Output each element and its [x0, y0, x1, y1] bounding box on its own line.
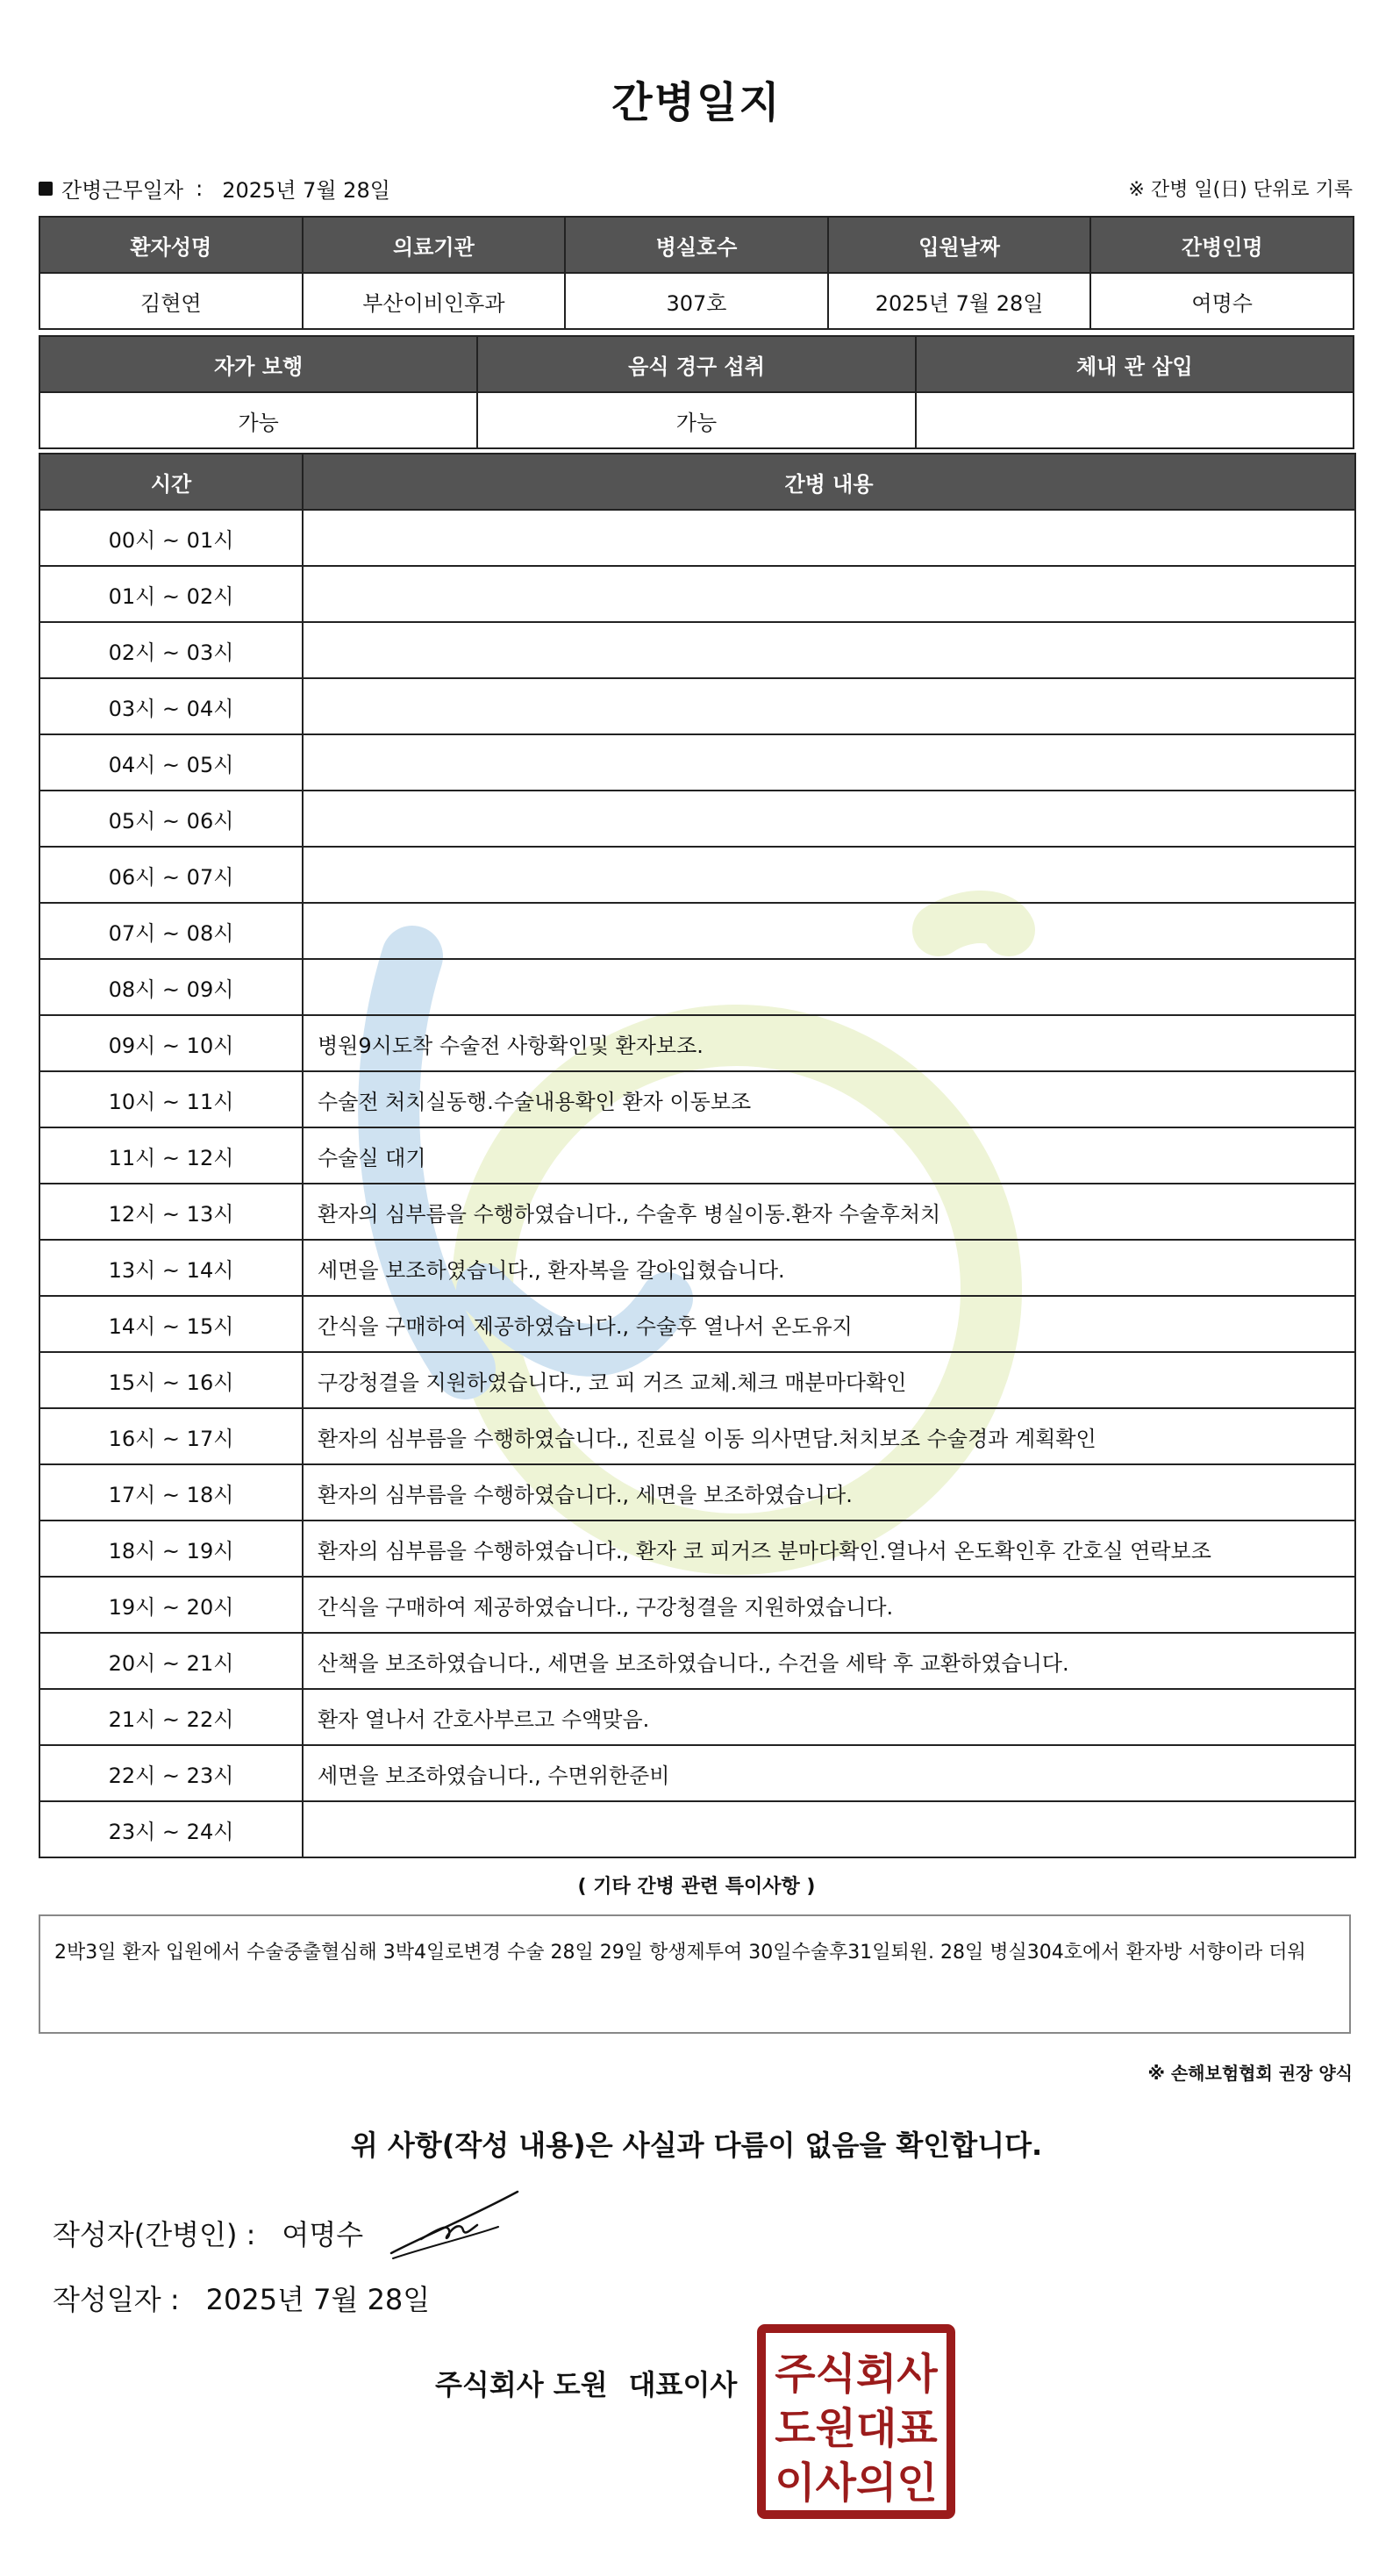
table-row — [39, 1184, 1355, 1240]
time-cell: 17시 ~ 18시 — [39, 1464, 303, 1521]
content-cell: 구강청결을 지원하였습니다., 코 피 거즈 교체.체크 매분마다확인 — [303, 1352, 1355, 1408]
special-notes-box: 2박3일 환자 입원에서 수술중출혈심해 3박4일로변경 수술 28일 29일 항생제투여 30일수술후31일퇴원. 28일 병실304호에서 환자방 서향이라 더워 — [39, 1914, 1351, 2034]
recommend-note: ※ 손해보험협회 권장 양식 — [1147, 2063, 1353, 2084]
content-cell: 환자의 심부름을 수행하였습니다., 환자 코 피거즈 분마다확인.열나서 온도확인후 간호실 연락보조 — [303, 1521, 1355, 1577]
room-number: 307호 — [565, 273, 828, 329]
table-row — [39, 734, 1355, 791]
table-row — [39, 1408, 1355, 1464]
content-cell — [303, 566, 1355, 622]
time-cell: 10시 ~ 11시 — [39, 1071, 303, 1127]
header-oral-intake: 음식 경구 섭취 — [477, 336, 915, 392]
time-cell: 21시 ~ 22시 — [39, 1689, 303, 1745]
content-cell: 간식을 구매하여 제공하였습니다., 구강청결을 지원하였습니다. — [303, 1577, 1355, 1633]
table-row — [39, 1464, 1355, 1521]
content-cell: 수술실 대기 — [303, 1127, 1355, 1184]
care-log-table — [39, 453, 1356, 1858]
walking-value: 가능 — [39, 392, 477, 448]
header-care-content: 간병 내용 — [303, 454, 1355, 510]
header-tube: 체내 관 삽입 — [916, 336, 1354, 392]
page-title: 간병일지 — [611, 78, 782, 127]
time-cell: 19시 ~ 20시 — [39, 1577, 303, 1633]
content-cell — [303, 510, 1355, 566]
time-cell: 16시 ~ 17시 — [39, 1408, 303, 1464]
bullet-square-icon — [39, 182, 53, 196]
hospital-name: 부산이비인후과 — [303, 273, 566, 329]
time-cell: 01시 ~ 02시 — [39, 566, 303, 622]
content-cell: 병원9시도착 수술전 사항확인및 환자보조. — [303, 1015, 1355, 1071]
write-date-value: 2025년 7월 28일 — [205, 2283, 431, 2316]
seal-line-1: 주식회사 — [775, 2350, 938, 2399]
tube-value — [916, 392, 1354, 448]
table-row — [39, 1071, 1355, 1127]
caregiver-name: 여명수 — [1090, 273, 1354, 329]
oral-intake-value: 가능 — [477, 392, 915, 448]
company-line — [435, 2363, 737, 2403]
time-cell: 18시 ~ 19시 — [39, 1521, 303, 1577]
header-time: 시간 — [39, 454, 303, 510]
patient-info-table — [39, 216, 1354, 330]
company-role: 대표이사 — [628, 2368, 738, 2401]
table-row — [39, 847, 1355, 903]
time-cell: 23시 ~ 24시 — [39, 1801, 303, 1857]
table-row — [39, 1745, 1355, 1801]
confirmation-statement: 위 사항(작성 내용)은 사실과 다름이 없음을 확인합니다. — [350, 2129, 1043, 2162]
time-cell: 20시 ~ 21시 — [39, 1633, 303, 1689]
unit-note: ※ 간병 일(日) 단위로 기록 — [1128, 179, 1353, 201]
content-cell — [303, 903, 1355, 959]
content-cell: 세면을 보조하였습니다., 수면위한준비 — [303, 1745, 1355, 1801]
time-cell: 05시 ~ 06시 — [39, 791, 303, 847]
table-row — [39, 1296, 1355, 1352]
seal-icon — [756, 2323, 956, 2520]
content-cell: 간식을 구매하여 제공하였습니다., 수술후 열나서 온도유지 — [303, 1296, 1355, 1352]
table-row — [39, 1015, 1355, 1071]
header-patient-name: 환자성명 — [39, 217, 303, 273]
table-row — [39, 678, 1355, 734]
table-row — [39, 566, 1355, 622]
header-room: 병실호수 — [565, 217, 828, 273]
table-row — [39, 1240, 1355, 1296]
seal-line-3: 이사의인 — [775, 2458, 938, 2508]
table-row — [39, 1352, 1355, 1408]
work-date-value: 2025년 7월 28일 — [222, 178, 390, 203]
content-cell: 세면을 보조하였습니다., 환자복을 갈아입혔습니다. — [303, 1240, 1355, 1296]
writer-name: 여명수 — [282, 2218, 364, 2251]
table-row — [39, 1801, 1355, 1857]
content-cell — [303, 847, 1355, 903]
content-cell: 환자의 심부름을 수행하였습니다., 수술후 병실이동.환자 수술후처치 — [303, 1184, 1355, 1240]
time-cell: 11시 ~ 12시 — [39, 1127, 303, 1184]
work-date-label: 간병근무일자 — [61, 178, 184, 203]
content-cell: 산책을 보조하였습니다., 세면을 보조하였습니다., 수건을 세탁 후 교환하였습니다. — [303, 1633, 1355, 1689]
time-cell: 15시 ~ 16시 — [39, 1352, 303, 1408]
time-cell: 00시 ~ 01시 — [39, 510, 303, 566]
admission-date: 2025년 7월 28일 — [828, 273, 1091, 329]
content-cell: 환자 열나서 간호사부르고 수액맞음. — [303, 1689, 1355, 1745]
time-cell: 06시 ~ 07시 — [39, 847, 303, 903]
time-cell: 13시 ~ 14시 — [39, 1240, 303, 1296]
content-cell — [303, 622, 1355, 678]
content-cell: 수술전 처치실동행.수술내용확인 환자 이동보조 — [303, 1071, 1355, 1127]
work-date-separator: : — [196, 175, 204, 201]
header-admission-date: 입원날짜 — [828, 217, 1091, 273]
header-hospital: 의료기관 — [303, 217, 566, 273]
content-cell: 환자의 심부름을 수행하였습니다., 진료실 이동 의사면담.처치보조 수술경과 계획확인 — [303, 1408, 1355, 1464]
company-name: 주식회사 도원 — [435, 2368, 608, 2401]
table-row — [39, 510, 1355, 566]
time-cell: 07시 ~ 08시 — [39, 903, 303, 959]
table-row — [39, 1127, 1355, 1184]
time-cell: 03시 ~ 04시 — [39, 678, 303, 734]
table-row — [39, 1521, 1355, 1577]
content-cell — [303, 1801, 1355, 1857]
table-row — [39, 1633, 1355, 1689]
time-cell: 12시 ~ 13시 — [39, 1184, 303, 1240]
table-row — [39, 622, 1355, 678]
table-row — [39, 1577, 1355, 1633]
signature-icon — [386, 2185, 526, 2264]
write-date-line — [53, 2278, 430, 2318]
table-row — [39, 791, 1355, 847]
header-caregiver: 간병인명 — [1090, 217, 1354, 273]
time-cell: 02시 ~ 03시 — [39, 622, 303, 678]
table-row — [39, 1689, 1355, 1745]
content-cell: 환자의 심부름을 수행하였습니다., 세면을 보조하였습니다. — [303, 1464, 1355, 1521]
time-cell: 04시 ~ 05시 — [39, 734, 303, 791]
seal-line-2: 도원대표 — [775, 2404, 938, 2453]
table-row — [39, 959, 1355, 1015]
table-row — [39, 903, 1355, 959]
content-cell — [303, 734, 1355, 791]
work-date — [39, 173, 390, 204]
patient-name: 김현연 — [39, 273, 303, 329]
time-cell: 14시 ~ 15시 — [39, 1296, 303, 1352]
time-cell: 08시 ~ 09시 — [39, 959, 303, 1015]
patient-status-table — [39, 335, 1354, 449]
time-cell: 09시 ~ 10시 — [39, 1015, 303, 1071]
writer-label: 작성자(간병인) : — [53, 2218, 256, 2251]
content-cell — [303, 678, 1355, 734]
write-date-label: 작성일자 : — [53, 2283, 180, 2316]
content-cell — [303, 791, 1355, 847]
content-cell — [303, 959, 1355, 1015]
special-notes-title: ( 기타 간병 관련 특이사항 ) — [577, 1876, 816, 1898]
writer-line — [53, 2213, 363, 2253]
time-cell: 22시 ~ 23시 — [39, 1745, 303, 1801]
header-walking: 자가 보행 — [39, 336, 477, 392]
